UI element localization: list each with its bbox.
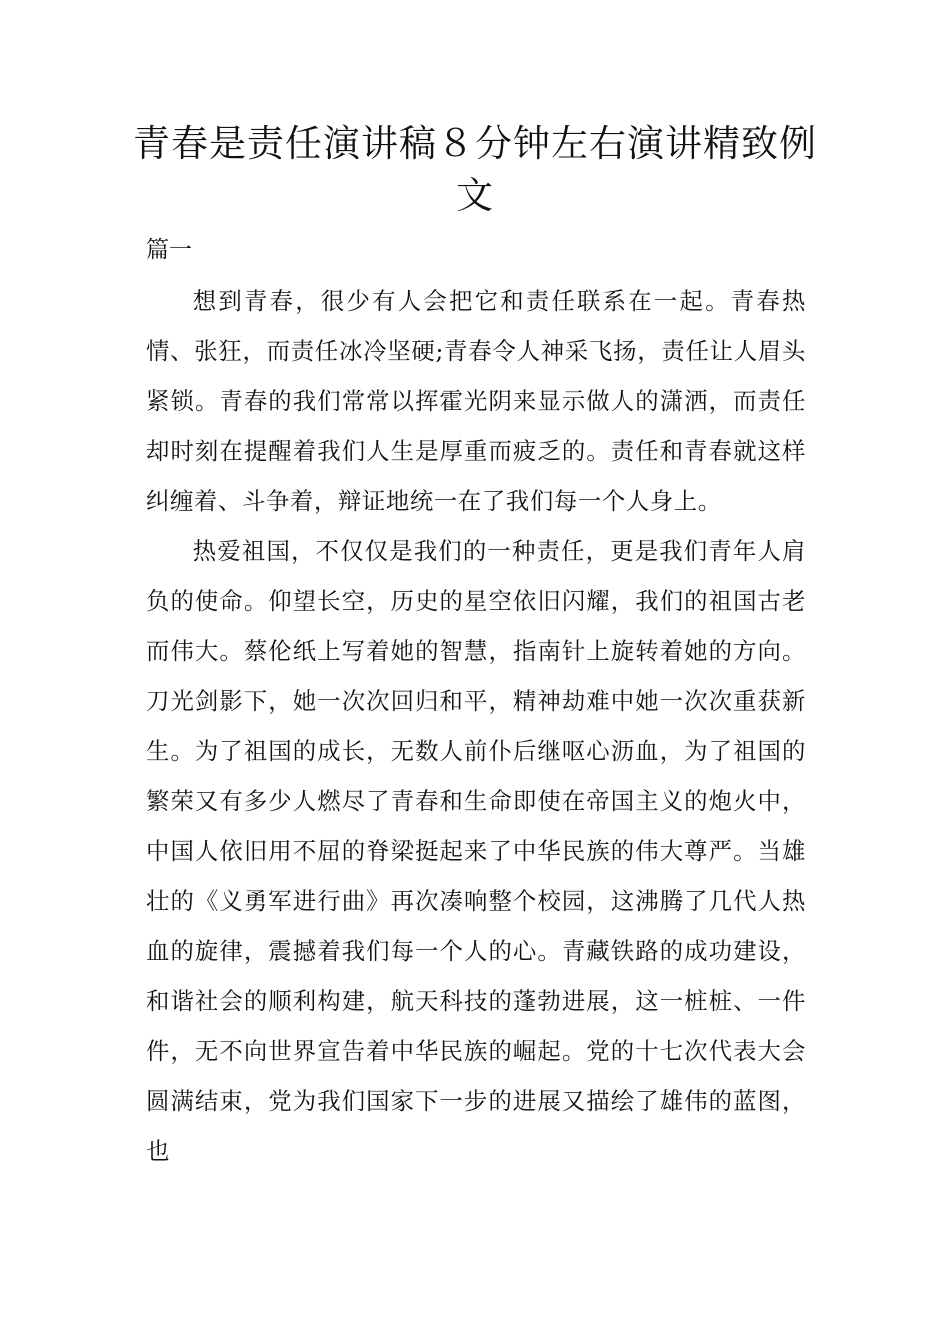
document-body bbox=[146, 276, 806, 1176]
paragraph-2: 热爱祖国，不仅仅是我们的一种责任，更是我们青年人肩负的使命。仰望长空，历史的星空依旧闪耀，我们的祖国古老而伟大。蔡伦纸上写着她的智慧，指南针上旋转着她的方向。刀光剑影下，她一次次回归和平，精神劫难中她一次次重获新生。为了祖国的成长，无数人前仆后继呕心沥血，为了祖国的繁荣又有多少人燃尽了青春和生命即使在帝国主义的炮火中，中国人依旧用不屈的脊梁挺起来了中华民族的伟大尊严。当雄壮的《义勇军进行曲》再次凑响整个校园，这沸腾了几代人热血的旋律，震撼着我们每一个人的心。青藏铁路的成功建设，和谐社会的顺利构建，航天科技的蓬勃进展，这一桩桩、一件件，无不向世界宣告着中华民族的崛起。党的十七次代表大会圆满结束，党为我们国家下一步的进展又描绘了雄伟的蓝图，也 bbox=[146, 537, 806, 1165]
paragraph-1: 想到青春，很少有人会把它和责任联系在一起。青春热情、张狂，而责任冰冷坚硬;青春令人神采飞扬，责任让人眉头紧锁。青春的我们常常以挥霍光阴来显示做人的潇洒，而责任却时刻在提醒着我们人生是厚重而疲乏的。责任和青春就这样纠缠着、斗争着，辩证地统一在了我们每一个人身上。 bbox=[146, 287, 806, 515]
section-label: 篇一 bbox=[146, 237, 192, 263]
document-title: 青春是责任演讲稿８分钟左右演讲精致例文 bbox=[133, 122, 817, 217]
